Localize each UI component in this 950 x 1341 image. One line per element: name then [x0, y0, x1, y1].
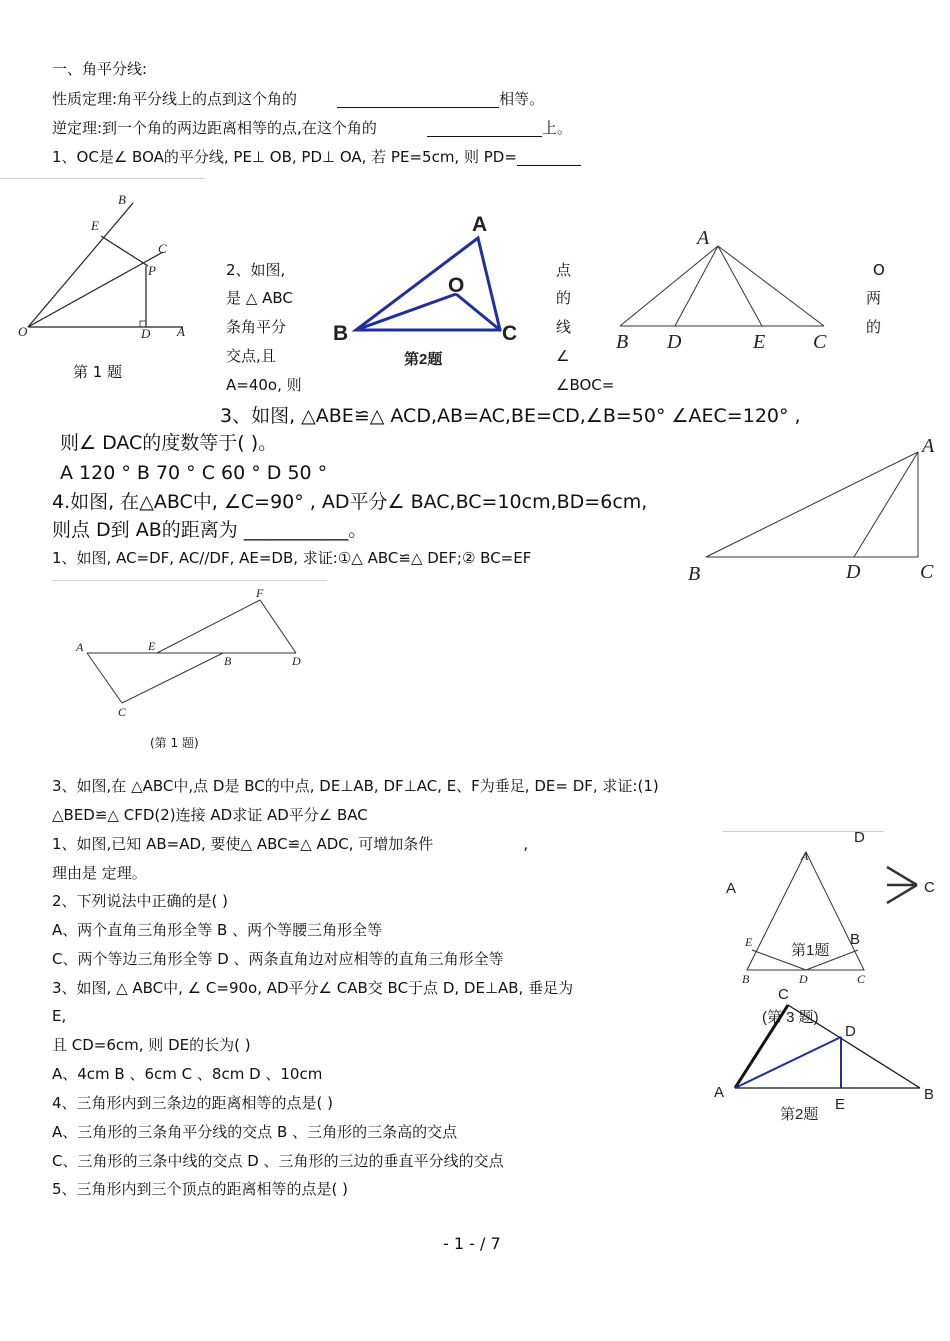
divider	[0, 178, 205, 179]
label-A-inner: A	[801, 849, 809, 863]
label-O: O	[18, 324, 28, 339]
mc-3-question: 且 CD=6cm, 则 DE的长为( )	[52, 1036, 251, 1054]
label-B-inner: B	[742, 972, 750, 986]
label-A: A	[726, 880, 737, 897]
q2-mid-4: ∠	[556, 347, 570, 365]
figure-7-right-triangle-bisector	[708, 980, 946, 1125]
label-C: C	[924, 879, 935, 896]
label-C: C	[118, 705, 127, 719]
figure-6-caption: 第1题	[791, 942, 830, 959]
q2-line-5: A=40o, 则	[226, 376, 302, 394]
q2-mid-5: ∠BOC=	[556, 376, 615, 394]
q2-right-1: O	[873, 261, 885, 279]
label-A: A	[177, 324, 185, 339]
label-C: C	[502, 322, 518, 345]
label-D: D	[667, 331, 682, 353]
label-B: B	[688, 563, 701, 585]
figure-5-congruent-triangles	[60, 585, 320, 735]
label-A: A	[472, 213, 488, 236]
label-A: A	[697, 227, 710, 249]
label-E: E	[745, 935, 753, 949]
mc-3-options: A、4cm B 、6cm C 、8cm D 、10cm	[52, 1065, 323, 1083]
mc-2-text: 2、下列说法中正确的是( )	[52, 892, 229, 910]
mc-5-text: 5、三角形内到三个顶点的距离相等的点是( )	[52, 1180, 349, 1198]
property-theorem: 性质定理:角平分线上的点到这个角的 相等。	[52, 90, 545, 108]
q2-right-2: 两	[866, 289, 882, 307]
q2-mid-2: 的	[556, 289, 572, 307]
label-D: D	[845, 1023, 856, 1040]
q2-line-1: 2、如图,	[226, 261, 286, 279]
figure-2-triangle-incenter	[328, 208, 528, 373]
figure-7-caption: 第2题	[780, 1106, 819, 1123]
label-D: D	[292, 654, 301, 668]
q3-options: A 120 ° B 70 ° C 60 ° D 50 °	[60, 462, 328, 484]
label-A: A	[922, 435, 935, 457]
mc-4-options-ab: A、三角形的三条角平分线的交点 B 、三角形的三条高的交点	[52, 1123, 458, 1141]
question-1-text: 1、OC是∠ BOA的平分线, PE⊥ OB, PD⊥ OA, 若 PE=5cm, 则 PD=	[52, 148, 581, 166]
label-O: O	[448, 274, 465, 297]
label-C: C	[778, 986, 789, 1003]
mc-3-text-2: E,	[52, 1007, 67, 1025]
q2-line-4: 交点,且	[226, 347, 276, 365]
label-D: D	[846, 561, 861, 583]
converse-theorem: 逆定理:到一个角的两边距离相等的点,在这个角的 上。	[52, 119, 572, 137]
label-B: B	[924, 1086, 935, 1103]
label-E: E	[753, 331, 766, 353]
q2-right-3: 的	[866, 318, 882, 336]
mc-1-reason: 理由是 定理。	[52, 864, 147, 882]
label-A: A	[76, 640, 84, 654]
figure-5-caption: (第 1 题)	[150, 736, 199, 750]
q4-text: 4.如图, 在△ABC中, ∠C=90° , AD平分∠ BAC,BC=10cm,BD=6cm,	[52, 491, 648, 513]
mc-4-text: 4、三角形内到三条边的距离相等的点是( )	[52, 1094, 334, 1112]
mc-2-options-cd: C、两个等边三角形全等 D 、两条直角边对应相等的直角三角形全等	[52, 950, 504, 968]
mc-3-text: 3、如图, △ ABC中, ∠ C=90o, AD平分∠ CAB交 BC于点 D, DE⊥AB, 垂足为	[52, 979, 574, 997]
proof-3-text: 3、如图,在 △ABC中,点 D是 BC的中点, DE⊥AB, DF⊥AC, E、F为垂足, DE= DF, 求证:(1)	[52, 777, 659, 795]
figure-4-right-triangle	[682, 432, 940, 587]
label-D-inner: D	[799, 972, 808, 986]
q2-mid-1: 点	[556, 261, 572, 279]
label-F: F	[256, 586, 264, 600]
label-B: B	[850, 931, 861, 948]
label-B: B	[118, 192, 126, 207]
mc-1-text: 1、如图,已知 AB=AD, 要使△ ABC≌△ ADC, 可增加条件 ,	[52, 835, 529, 853]
q2-mid-3: 线	[556, 318, 572, 336]
label-B: B	[616, 331, 629, 353]
divider	[52, 580, 327, 581]
label-E: E	[835, 1096, 846, 1113]
label-D: D	[141, 326, 151, 341]
label-A: A	[714, 1084, 725, 1101]
figure-6-caption-2: (第 3 题)	[762, 1009, 819, 1026]
label-B: B	[224, 654, 232, 668]
label-C: C	[813, 331, 827, 353]
label-C: C	[920, 561, 934, 583]
page-footer: - 1 - / 7	[443, 1234, 501, 1253]
label-C-inner: C	[857, 972, 866, 986]
label-E: E	[148, 639, 156, 653]
label-B: B	[333, 322, 349, 345]
figure-2-caption: 第2题	[404, 351, 443, 368]
label-P: P	[148, 263, 156, 278]
q2-line-3: 条角平分	[226, 318, 287, 336]
figure-1-angle-bisector	[15, 190, 195, 350]
label-D: D	[854, 829, 865, 846]
proof-3-text-2: △BED≌△ CFD(2)连接 AD求证 AD平分∠ BAC	[52, 806, 368, 824]
mc-4-options-cd: C、三角形的三条中线的交点 D 、三角形的三边的垂直平分线的交点	[52, 1152, 504, 1170]
q4-question: 则点 D到 AB的距离为 ___________。	[52, 519, 368, 541]
label-E: E	[91, 218, 99, 233]
label-C: C	[158, 241, 167, 256]
figure-3-triangle-ade	[610, 222, 835, 357]
q3-text: 3、如图, △ABE≌△ ACD,AB=AC,BE=CD,∠B=50° ∠AEC=120° ,	[220, 405, 801, 427]
proof-1-text: 1、如图, AC=DF, AC//DF, AE=DB, 求证:①△ ABC≌△ DEF;② BC=EF	[52, 549, 532, 567]
section-heading: 一、角平分线:	[52, 60, 148, 78]
q2-line-2: 是 △ ABC	[226, 289, 293, 307]
q3-question: 则∠ DAC的度数等于( )。	[60, 432, 278, 454]
figure-1-caption: 第 1 题	[73, 363, 123, 381]
mc-2-options-ab: A、两个直角三角形全等 B 、两个等腰三角形全等	[52, 921, 383, 939]
